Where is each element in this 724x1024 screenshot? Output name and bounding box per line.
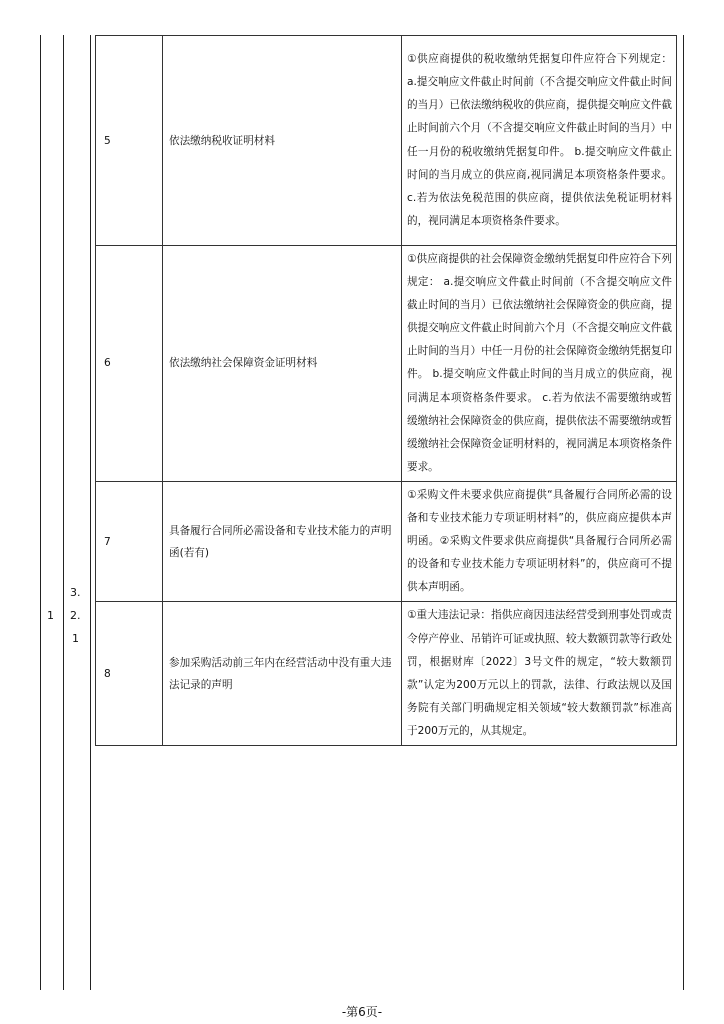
qualification-table	[95, 35, 677, 746]
requirement-text: ①供应商提供的社会保障资金缴纳凭据复印件应符合下列规定： a.提交响应文件截止时间前（不含提交响应文件截止时间的当月）已依法缴纳社会保障资金的供应商，提供提交响应文件截止时间前六个月（不含提交响应文件截止时间的当月）中任一月份的社会保障资金缴纳凭据复印件。 b.提交响应文件截止时间的当月成立的供应商，视同满足本项资格条件要求。 c.若为依法不需要缴纳或暂缓缴纳社会保障资金的供应商，提供依法不需要缴纳或暂缓缴纳社会保障资金证明材料的，视同满足本项资格条件要求。	[402, 246, 677, 482]
requirement-text: ①供应商提供的税收缴纳凭据复印件应符合下列规定： a.提交响应文件截止时间前（不含提交响应文件截止时间的当月）已依法缴纳税收的供应商，提供提交响应文件截止时间前六个月（不含提交响应文件截止时间的当月）中任一月份的税收缴纳凭据复印件。 b.提交响应文件截止时间的当月成立的供应商,视同满足本项资格条件要求。 c.若为依法免税范围的供应商，提供依法免税证明材料的，视同满足本项资格条件要求。	[402, 36, 677, 246]
subsection-index-part1: 3.	[70, 586, 81, 599]
row-number: 8	[96, 602, 163, 746]
row-number: 6	[96, 246, 163, 482]
table-row	[96, 246, 677, 482]
table-row	[96, 602, 677, 746]
requirement-text: ①采购文件未要求供应商提供“具备履行合同所必需的设备和专业技术能力专项证明材料”的，供应商应提供本声明函。②采购文件要求供应商提供“具备履行合同所必需的设备和专业技术能力专项证明材料”的，供应商可不提供本声明函。	[402, 481, 677, 601]
column1-divider	[63, 35, 64, 990]
column2-divider	[90, 35, 91, 990]
requirement-text: ①重大违法记录：指供应商因违法经营受到刑事处罚或责令停产停业、吊销许可证或执照、较大数额罚款等行政处罚，根据财库〔2022〕3号文件的规定，“较大数额罚款”认定为200万元以上的罚款，法律、行政法规以及国务院有关部门明确规定相关领域“较大数额罚款”标准高于200万元的，从其规定。	[402, 602, 677, 746]
document-name: 具备履行合同所必需设备和专业技术能力的声明函(若有)	[163, 481, 402, 601]
outer-border-left	[40, 35, 41, 990]
row-number: 7	[96, 481, 163, 601]
outer-border-right	[683, 35, 684, 990]
subsection-index-part2: 2.	[70, 609, 81, 622]
subsection-index-part3: 1	[72, 632, 79, 645]
document-name: 依法缴纳税收证明材料	[163, 36, 402, 246]
row-number: 5	[96, 36, 163, 246]
section-index: 1	[47, 609, 54, 622]
document-name: 依法缴纳社会保障资金证明材料	[163, 246, 402, 482]
document-name: 参加采购活动前三年内在经营活动中没有重大违法记录的声明	[163, 602, 402, 746]
table-row	[96, 481, 677, 601]
table-row	[96, 36, 677, 246]
page-number: -第6页-	[341, 1005, 383, 1019]
